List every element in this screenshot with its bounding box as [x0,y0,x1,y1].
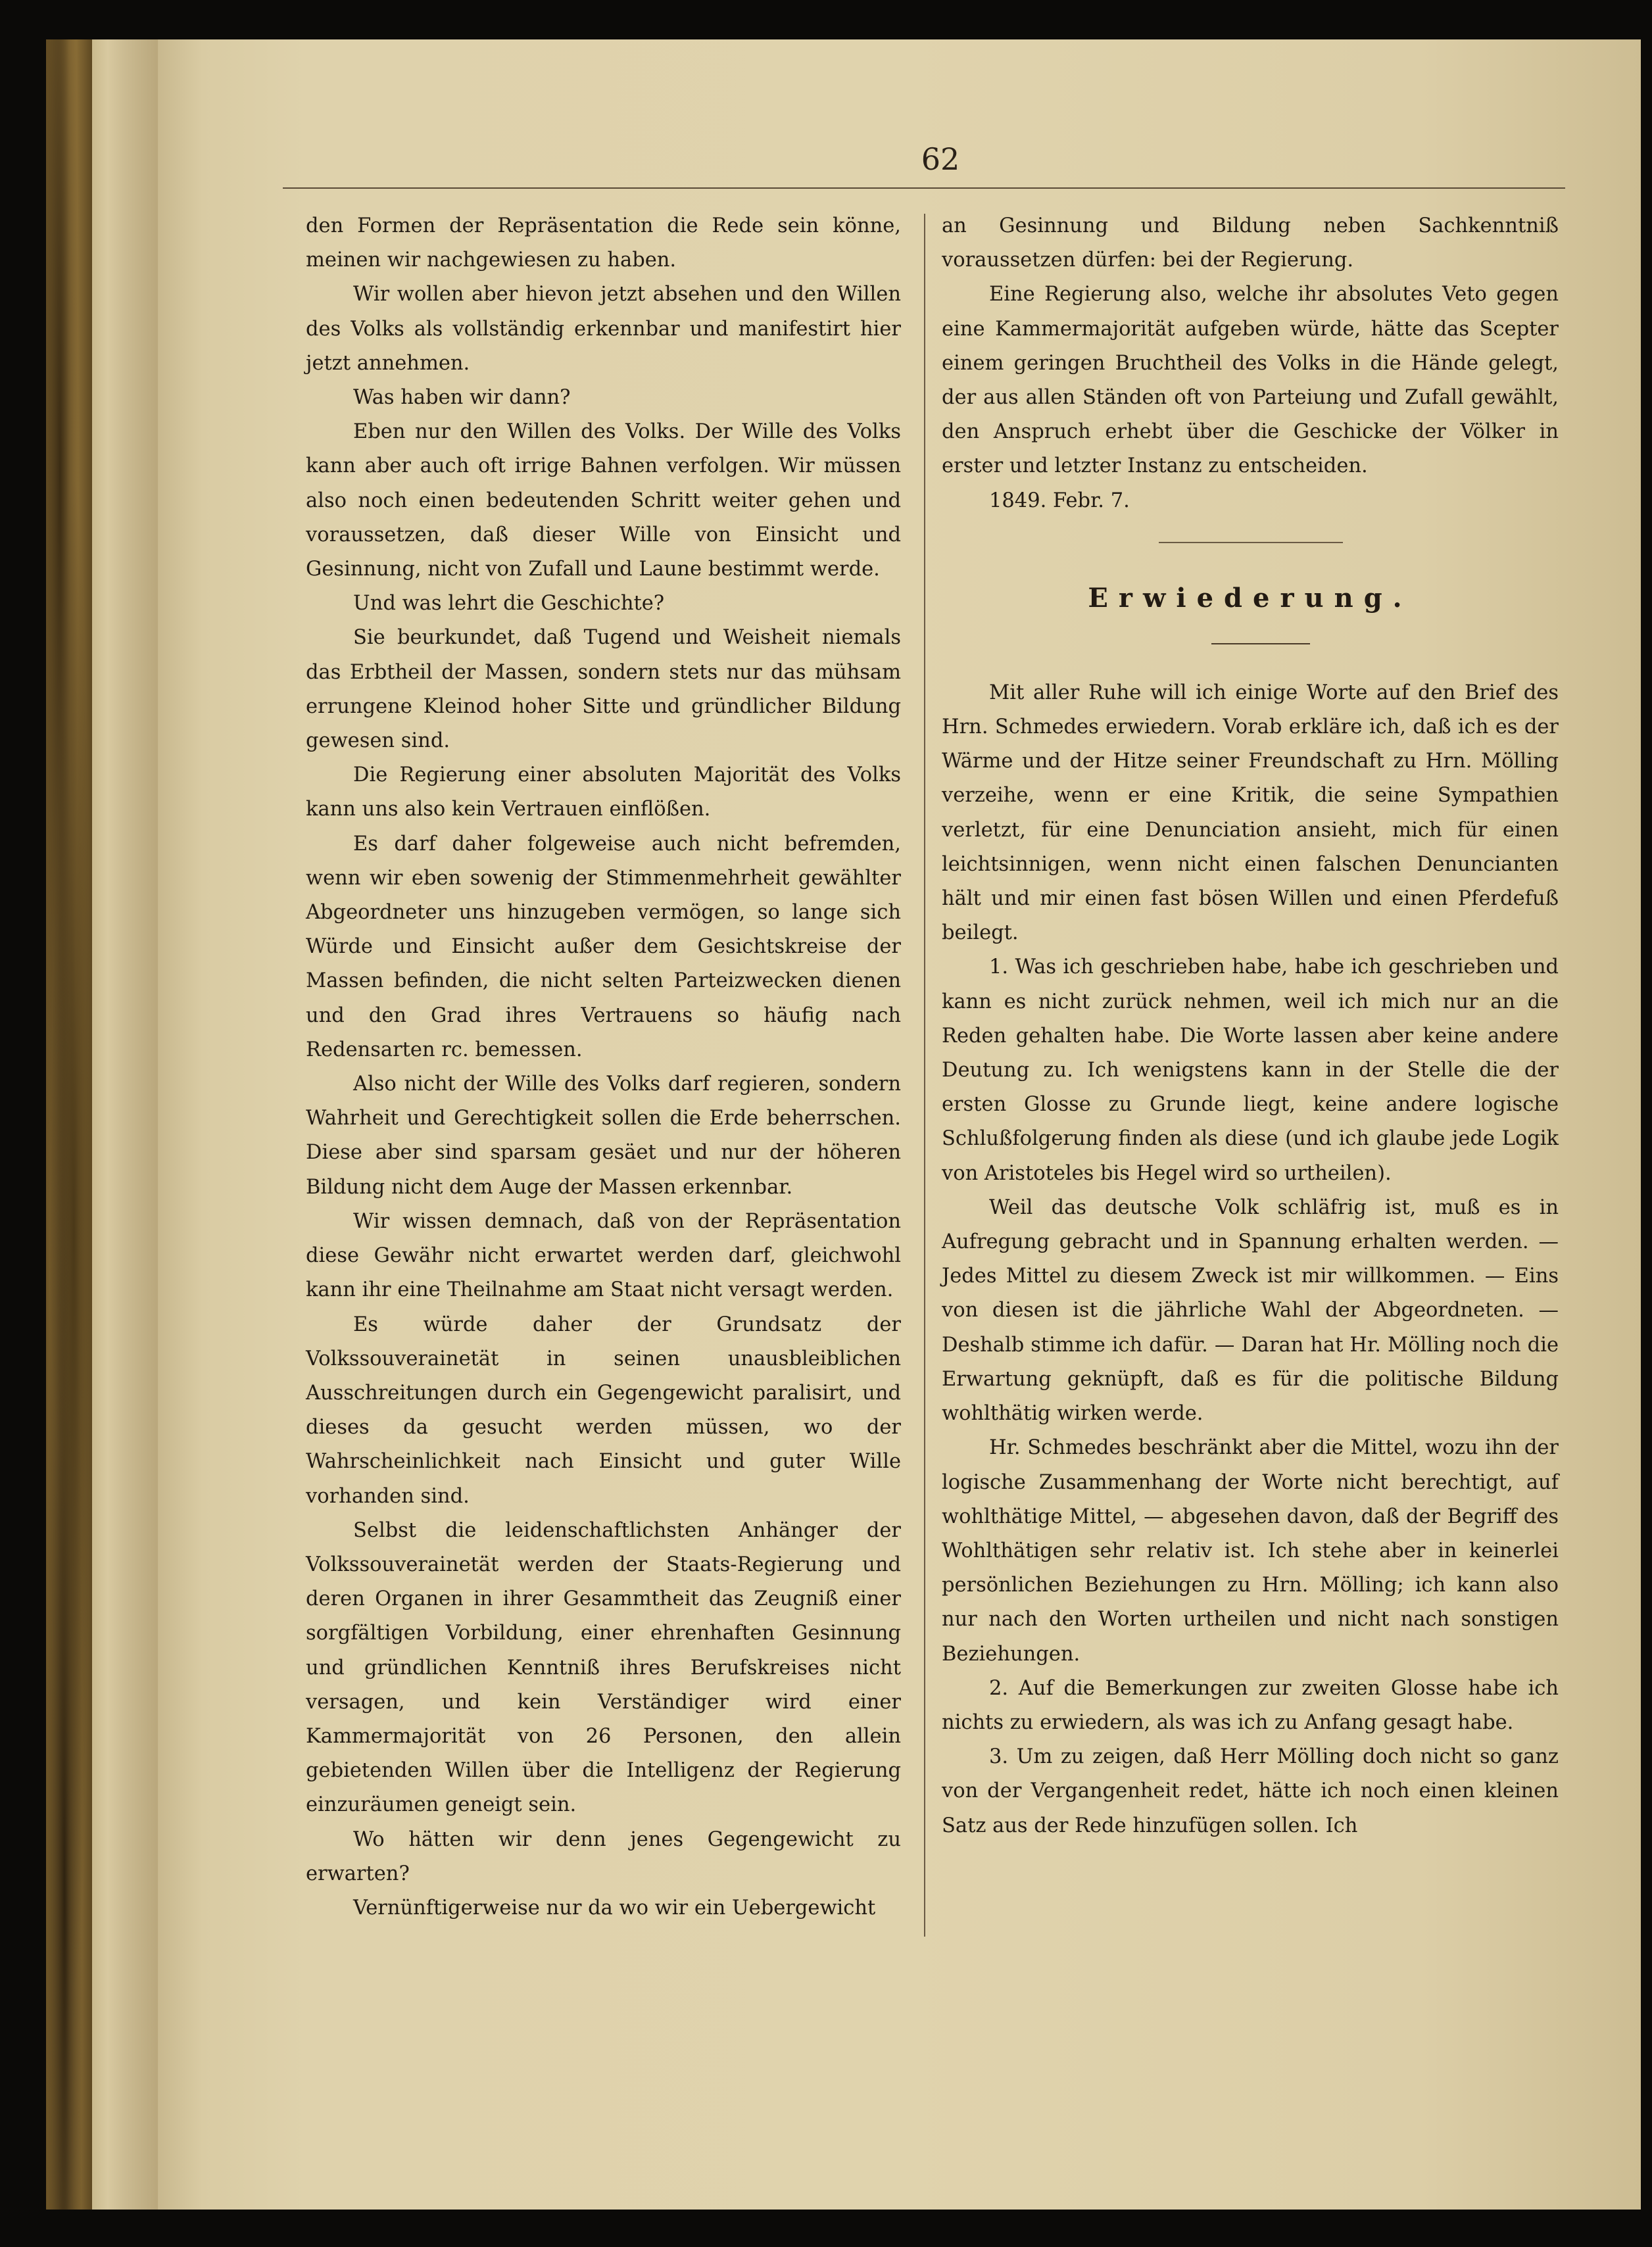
paragraph: Wir wissen demnach, daß von der Repräsentation diese Gewähr nicht erwartet werden darf, gleichwohl kann ihr eine Theilnahme am Staat nicht versagt werden. [306,1209,901,1302]
marbled-book-edge [46,39,92,2210]
paragraph: Also nicht der Wille des Volks darf regieren, sondern Wahrheit und Gerechtigkeit sollen die Erde beherrschen. Diese aber sind sparsam gesäet und nur der höheren Bildung nicht dem Auge der Massen erkennbar. [306,1073,901,1199]
paragraph: den Formen der Repräsentation die Rede sein könne, meinen wir nachgewiesen zu haben. [306,214,901,272]
section-rule [1159,542,1343,543]
paragraph: Eine Regierung also, welche ihr absolutes Veto gegen eine Kammermajorität aufgeben würde, hätte das Scepter einem geringen Bruchtheil des Volks in die Hände gelegt, der aus allen Ständen oft von Parteiung und Zufall gewählt, den Anspruch erhebt über die Geschicke der Völker in erster und letzter Instanz zu entscheiden. [942,283,1559,478]
header-rule [283,187,1565,189]
paragraph: Wir wollen aber hievon jetzt absehen und den Willen des Volks als vollständig erkennbar und manifestirt hier jetzt annehmen. [306,283,901,375]
paragraph: Sie beurkundet, daß Tugend und Weisheit niemals das Erbtheil der Massen, sondern stets nur das mühsam errungene Kleinod hoher Sitte und gründlicher Bildung gewesen sind. [306,626,901,753]
right-column [942,209,1559,1843]
article-heading-block [942,518,1559,676]
article-heading: Erwiederung. [1088,582,1413,614]
paragraph: Eben nur den Willen des Volks. Der Wille des Volks kann aber auch oft irrige Bahnen verfolgen. Wir müssen also noch einen bedeutenden Schritt weiter gehen und voraussetzen, daß dieser Wille von Einsicht und Gesinnung, nicht von Zufall und Laune bestimmt werde. [306,420,901,581]
paragraph: Die Regierung einer absoluten Majorität des Volks kann uns also kein Vertrauen einflößen. [306,763,901,821]
page-number: 62 [921,141,960,177]
paragraph: 1. Was ich geschrieben habe, habe ich geschrieben und kann es nicht zurück nehmen, weil ich mich nur an die Reden gehalten habe. Die Worte lassen aber keine andere Deutung zu. Ich wenigstens kann in der Stelle die der ersten Glosse zu Grunde liegt, keine andere logische Schlußfolgerung finden als diese (und ich glaube jede Logik von Aristoteles bis Hegel wird so urtheilen). [942,955,1559,1185]
heading-underline [1211,643,1310,644]
paragraph: Weil das deutsche Volk schläfrig ist, muß es in Aufregung gebracht und in Spannung erhalten werden. — Jedes Mittel zu diesem Zweck ist mir willkommen. — Eins von diesen ist die jährliche Wahl der Abgeordneten. — Deshalb stimme ich dafür. — Daran hat Hr. Mölling noch die Erwartung geknüpft, daß es für die politische Bildung wohlthätig wirken werde. [942,1196,1559,1426]
left-column [306,209,901,1925]
dateline: 1849. Febr. 7. [989,489,1130,512]
paragraph: Es darf daher folgeweise auch nicht befremden, wenn wir eben sowenig der Stimmenmehrheit gewählter Abgeordneter uns hinzugeben vermögen, so lange sich Würde und Einsicht außer dem Gesichtskreise der Massen befinden, die nicht selten Parteizwecken dienen und den Grad ihres Vertrauens so häufig nach Redensarten rc. bemessen. [306,832,901,1061]
paragraph: Und was lehrt die Geschichte? [353,592,665,616]
column-divider [924,214,925,1937]
paragraph: 3. Um zu zeigen, daß Herr Mölling doch nicht so ganz von der Vergangenheit redet, hätte ich noch einen kleinen Satz aus der Rede hinzufügen sollen. Ich [942,1745,1559,1837]
paragraph: Es würde daher der Grundsatz der Volkssouverainetät in seinen unausbleiblichen Ausschreitungen durch ein Gegengewicht paralisirt, und dieses da gesucht werden müssen, wo der Wahrscheinlichkeit nach Einsicht und guter Wille vorhanden sind. [306,1313,901,1508]
paragraph: 2. Auf die Bemerkungen zur zweiten Glosse habe ich nichts zu erwiedern, als was ich zu Anfang gesagt habe. [942,1676,1559,1734]
paragraph: Hr. Schmedes beschränkt aber die Mittel, wozu ihn der logische Zusammenhang der Worte nicht berechtigt, auf wohlthätige Mittel, — abgesehen davon, daß der Begriff des Wohlthätigen sehr relativ ist. Ich stehe aber in keinerlei persönlichen Beziehungen zu Hrn. Mölling; ich kann also nur nach den Worten urtheilen und nicht nach sonstigen Beziehungen. [942,1436,1559,1666]
paragraph: Mit aller Ruhe will ich einige Worte auf den Brief des Hrn. Schmedes erwiedern. Vorab erkläre ich, daß ich es der Wärme und der Hitze seiner Freundschaft zu Hrn. Mölling verzeihe, wenn er eine Kritik, die seine Sympathien verletzt, für eine Denunciation ansieht, mich für einen leichtsinnigen, wenn nicht einen falschen Denuncianten hält und mir einen fast bösen Willen und einen Pferdefuß beilegt. [942,681,1559,945]
paragraph: Vernünftigerweise nur da wo wir ein Uebergewicht [353,1896,876,1920]
paragraph: Selbst die leidenschaftlichsten Anhänger der Volkssouverainetät werden der Staats-Regierung und deren Organen in ihrer Gesammtheit das Zeugniß einer sorgfältigen Vorbildung, einer ehrenhaften Gesinnung und gründlichen Kenntniß ihres Berufskreises nicht versagen, und kein Verständiger wird einer Kammermajorität von 26 Personen, den allein gebietenden Willen über die Intelligenz der Regierung einzuräumen geneigt sein. [306,1518,901,1817]
paragraph: Was haben wir dann? [353,386,571,410]
paragraph: an Gesinnung und Bildung neben Sachkenntniß voraussetzen dürfen: bei der Regierung. [942,214,1559,272]
paragraph: Wo hätten wir denn jenes Gegengewicht zu erwarten? [306,1827,901,1885]
